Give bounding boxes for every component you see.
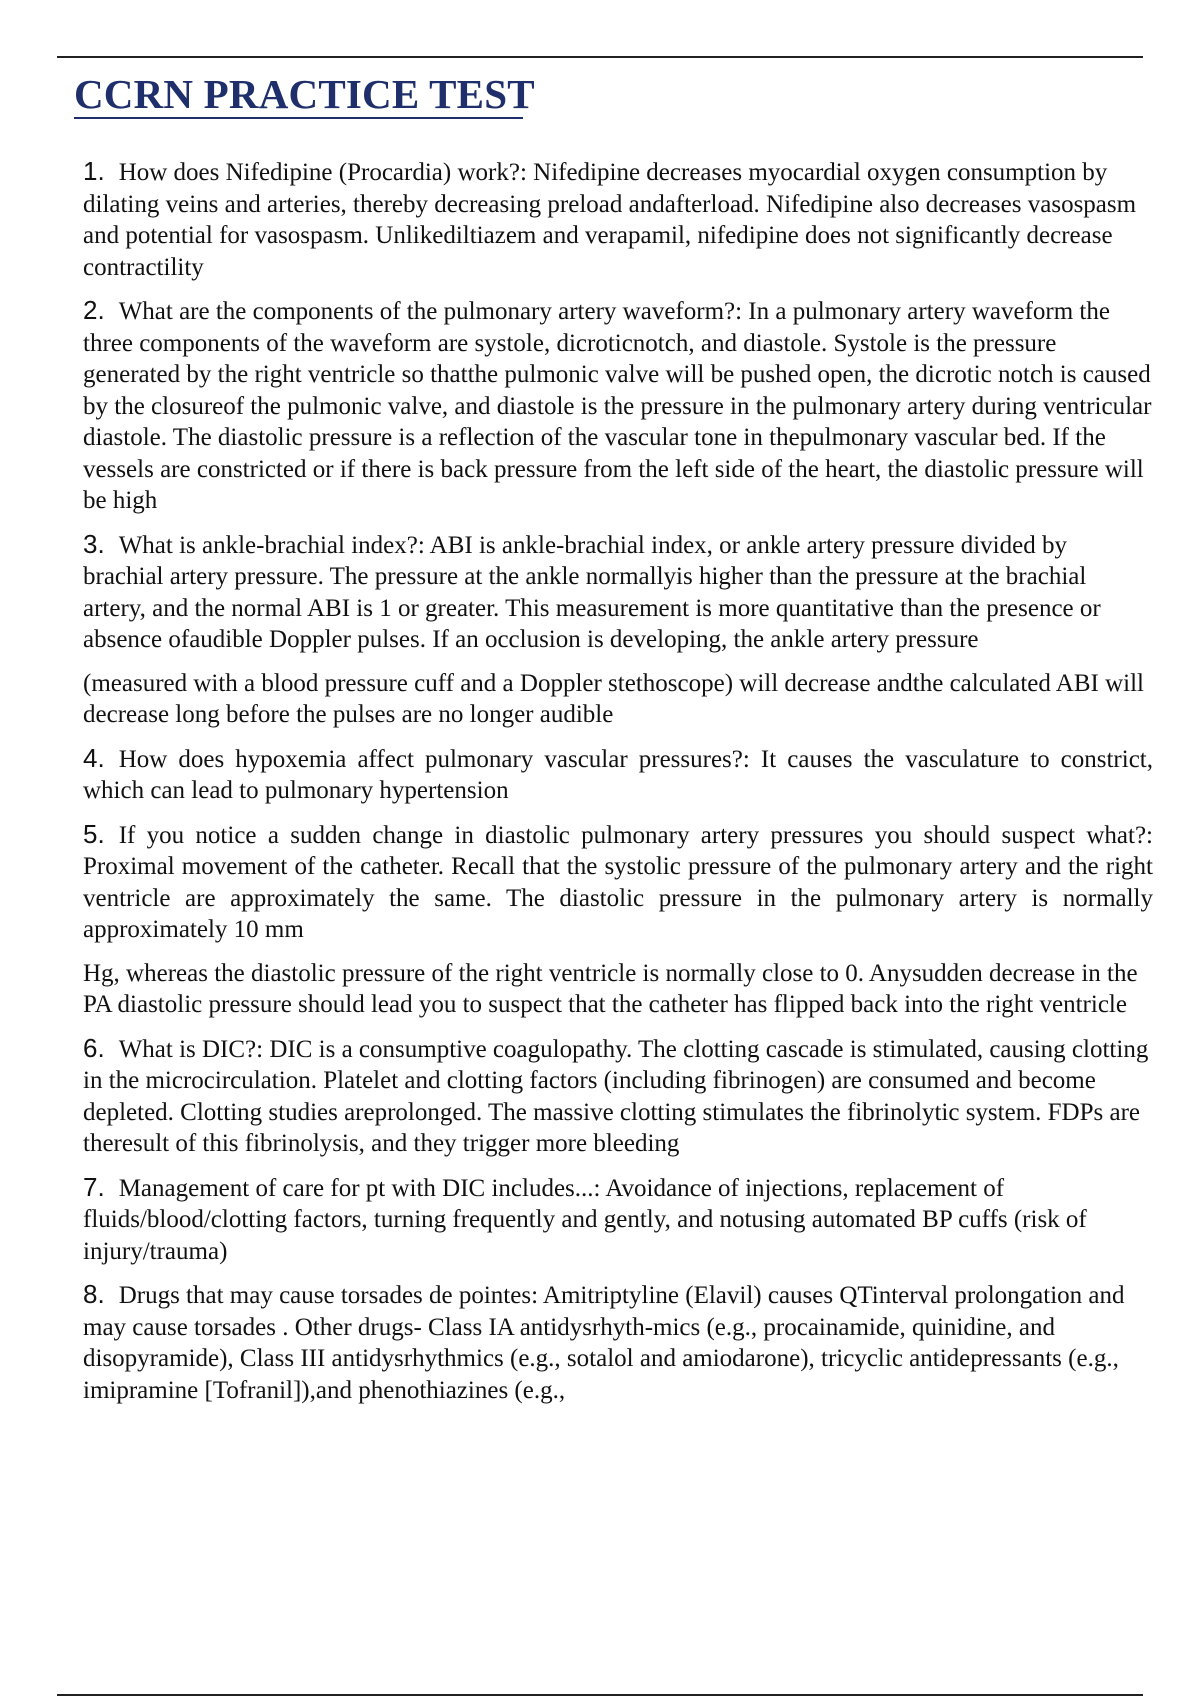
question-text: What are the components of the pulmonary artery waveform?: In a pulmonary artery waveform the three components of the waveform are systole, dicroticnotch, and diastole. Systole is the pressure generated by the right ventricle so thatthe pulmonic valve will be pushed open, the dicrotic notch is caused by the closureof the pulmonic valve, and diastole is the pressure in the pulmonary artery during ventricular diastole. The diastolic pressure is a reflection of the vascular tone in thepulmonary vascular bed. If the vessels are constricted or if there is back pressure from the left side of the heart, the diastolic pressure will be high [83, 298, 1152, 514]
question-8 [83, 1279, 1153, 1406]
question-3-continued: (measured with a blood pressure cuff and a Doppler stethoscope) will decrease andthe calculated ABI will decrease long before the pulses are no longer audible [83, 669, 1144, 728]
question-number: 3. [83, 528, 105, 559]
question-text: Management of care for pt with DIC includes...: Avoidance of injections, replacement of fluids/blood/clotting factors, turning frequently and gently, and notusing automated BP cuffs (risk of injury/trauma) [83, 1174, 1087, 1265]
question-text: How does hypoxemia affect pulmonary vascular pressures?: It causes the vasculature to constrict, which can lead to pulmonary hypertension [83, 745, 1153, 804]
question-number: 7. [83, 1171, 105, 1202]
question-2 [83, 295, 1153, 517]
question-3 [83, 529, 1153, 656]
question-text: How does Nifedipine (Procardia) work?: Nifedipine decreases myocardial oxygen consumption by dilating veins and arteries, thereby decreasing preload andafterload. Nifedipine also decreases vasospasm and potential for vasospasm. Unlikediltiazem and verapamil, nifedipine does not significantly decrease contractility [83, 159, 1137, 281]
question-5 [83, 819, 1153, 946]
question-4 [83, 743, 1153, 807]
question-5-continued: Hg, whereas the diastolic pressure of the right ventricle is normally close to 0. Anysudden decrease in the PA diastolic pressure should lead you to suspect that the catheter has flipped back into the right ventricle [83, 959, 1138, 1018]
top-rule [57, 56, 1143, 58]
question-number: 4. [83, 742, 105, 773]
page-title: CCRN PRACTICE TEST [74, 71, 535, 117]
question-number: 8. [83, 1279, 105, 1309]
question-number: 1. [83, 156, 105, 186]
question-1 [83, 156, 1153, 283]
question-number: 5. [83, 818, 105, 849]
question-number: 6. [83, 1032, 105, 1063]
question-6 [83, 1033, 1153, 1160]
bottom-rule [57, 1694, 1143, 1696]
question-text: If you notice a sudden change in diastolic pulmonary artery pressures you should suspect what?: Proximal movement of the catheter. Recall that the systolic pressure of the pulmonary artery and the right ventricle are approximately the same. The diastolic pressure in the pulmonary artery is normally approximately 10 mm [83, 821, 1153, 943]
question-text: Drugs that may cause torsades de pointes: Amitriptyline (Elavil) causes QTinterval prolongation and may cause torsades . Other drugs- Class IA antidysrhyth-mics (e.g., procainamide, quinidine, and disopyramide), Class III antidysrhythmics (e.g., sotalol and amiodarone), tricyclic antidepressants (e.g., imipramine [Tofranil]),and phenothiazines (e.g., [83, 1282, 1125, 1404]
question-list [83, 156, 1153, 1418]
question-7 [83, 1172, 1153, 1268]
title-underline [74, 117, 523, 119]
question-text: What is ankle-brachial index?: ABI is ankle-brachial index, or ankle artery pressure divided by brachial artery pressure. The pressure at the ankle normallyis higher than the pressure at the brachial artery, and the normal ABI is 1 or greater. This measurement is more quantitative than the presence or absence ofaudible Doppler pulses. If an occlusion is developing, the ankle artery pressure [83, 531, 1101, 653]
question-number: 2. [83, 295, 105, 325]
question-text: What is DIC?: DIC is a consumptive coagulopathy. The clotting cascade is stimulated, causing clotting in the microcirculation. Platelet and clotting factors (including fibrinogen) are consumed and become depleted. Clotting studies areprolonged. The massive clotting stimulates the fibrinolytic system. FDPs are theresult of this fibrinolysis, and they trigger more bleeding [83, 1035, 1149, 1157]
